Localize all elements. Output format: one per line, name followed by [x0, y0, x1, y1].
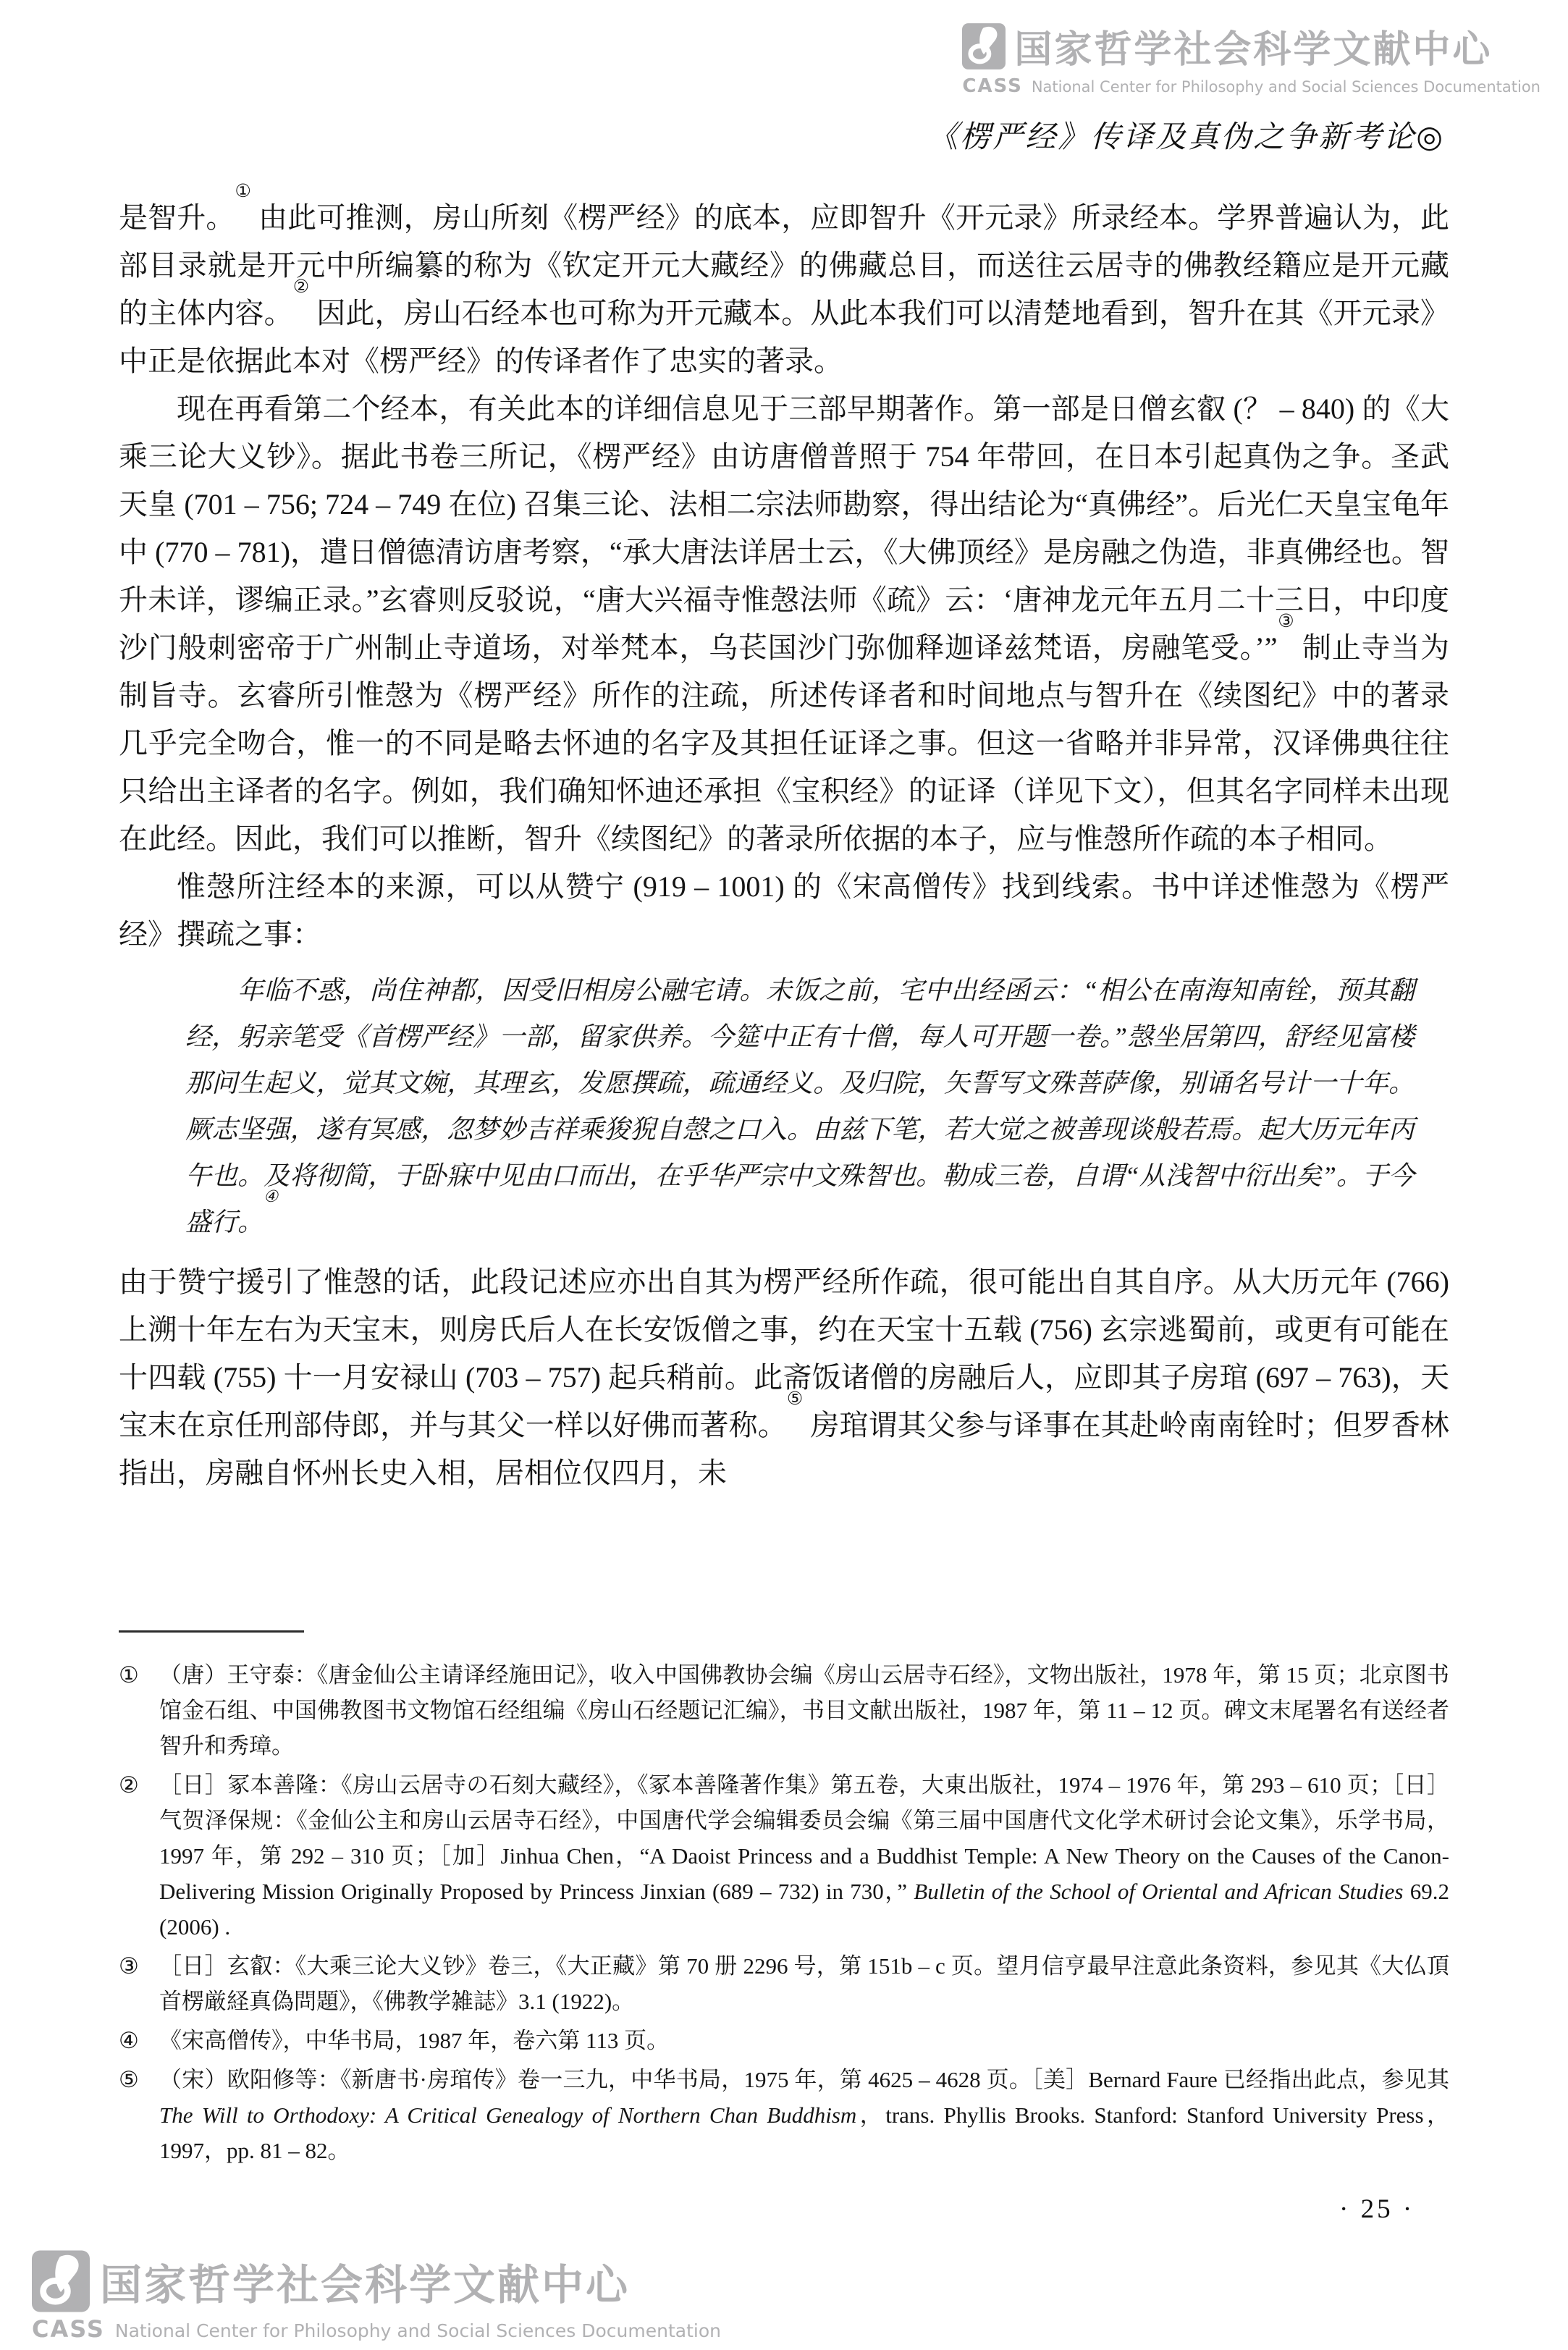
- footnote-ref: ③: [1277, 612, 1295, 632]
- brand-abbr: CASS: [962, 75, 1023, 97]
- brand-name-en: National Center for Philosophy and Social Sciences Documentation: [114, 2320, 721, 2341]
- footnote-text: ［日］冢本善隆：《房山云居寺の石刻大藏经》，《冢本善隆著作集》第五卷，大東出版社，1974 – 1976 年，第 293 – 610 页；［日］气贺泽保规：《金仙公主和房山云居寺石经》，中国唐代学会编辑委员会编《第三届中国唐代文化学术研讨会论文集》，乐学书局，1997 年，第 292 – 310 页；［加］Jinhua Chen，“A Daoist Princess and a Buddhist Temple: A New Theory on the Causes of the Canon-Delivering Mission Originally Proposed by Princess Jinxian (689 – 732) in 730，” Bulletin of the School of Oriental and African Studies 69.2 (2006) .: [159, 1772, 1450, 1940]
- footnote-item: [119, 1657, 1449, 1764]
- footnote-ref: ②: [292, 277, 310, 298]
- footnote-marker: ②: [119, 1772, 139, 1798]
- footnote-text: ［日］玄叡：《大乘三论大义钞》卷三，《大正藏》第 70 册 2296 号，第 151b – c 页。望月信亨最早注意此条资料，参见其《大仏頂首楞厳経真偽問題》，《佛教学雑誌》3.1 (1922)。: [159, 1953, 1449, 2014]
- brand-abbr: CASS: [32, 2315, 105, 2343]
- paragraph: 是智升。① 由此可推测，房山所刻《楞严经》的底本，应即智升《开元录》所录经本。学界普遍认为，此部目录就是开元中所编纂的称为《钦定开元大藏经》的佛藏总目，而送往云居寺的佛教经籍应是开元藏的主体内容。② 因此，房山石经本也可称为开元藏本。从此本我们可以清楚地看到，智升在其《开元录》中正是依据此本对《楞严经》的传译者作了忠实的著录。: [119, 182, 1450, 377]
- cass-logo-icon: [32, 2250, 90, 2312]
- brand-name-en: National Center for Philosophy and Social Sciences Documentation: [1031, 78, 1540, 96]
- footnote-ref: ④: [264, 1187, 279, 1206]
- page-number: · 25 ·: [1339, 2194, 1415, 2224]
- cass-logo-icon: [962, 23, 1006, 70]
- brand-logo-top: [962, 19, 1540, 97]
- footnote-item: [119, 1767, 1449, 1945]
- footnotes-section: [119, 1630, 1449, 2172]
- brand-name-cn: 国家哲学社会科学文献中心: [1014, 28, 1493, 72]
- footnote-text: （宋）欧阳修等：《新唐书·房琯传》卷一三九，中华书局，1975 年，第 4625 – 4628 页。［美］Bernard Faure 已经指出此点，参见其 The Will to Orthodoxy: A Critical Genealogy of Northern Chan Buddhism，trans. Phyllis Brooks. Stanford: Stanford University Press，1997，pp. 81 – 82。: [159, 2067, 1450, 2163]
- footnote-ref: ⑤: [786, 1389, 804, 1410]
- footnote-item: [119, 2062, 1449, 2168]
- paragraph: 由于赞宁援引了惟愨的话，此段记述应亦出自其为楞严经所作疏，很可能出自其自序。从大历元年 (766) 上溯十年左右为天宝末，则房氏后人在长安饭僧之事，约在天宝十五载 (756) 玄宗逃蜀前，或更有可能在十四载 (755) 十一月安禄山 (703 – 757) 起兵稍前。此斋饭诸僧的房融后人，应即其子房琯 (697 – 763)，天宝末在京任刑部侍郎，并与其父一样以好佛而著称。⑤ 房琯谓其父参与译事在其赴岭南南铨时；但罗香林指出，房融自怀州长史入相，居相位仅四月，未: [119, 1265, 1450, 1489]
- footnote-marker: ⑤: [119, 2067, 139, 2092]
- footnote-item: [119, 2023, 1449, 2058]
- article-body: [119, 182, 1450, 1497]
- paragraph: 现在再看第二个经本，有关此本的详细信息见于三部早期著作。第一部是日僧玄叡 (？ – 840) 的《大乘三论大义钞》。据此书卷三所记，《楞严经》由访唐僧普照于 754 年带回，在日本引起真伪之争。圣武天皇 (701 – 756; 724 – 749 在位) 召集三论、法相二宗法师勘察，得出结论为“真佛经”。后光仁天皇宝龟年中 (770 – 781)，遣日僧德清访唐考察，“承大唐法详居士云，《大佛顶经》是房融之伪造，非真佛经也。智升未详，谬编正录。”玄睿则反驳说，“唐大兴福寺惟愨法师《疏》云：‘唐神龙元年五月二十三日，中印度沙门般刺密帝于广州制止寺道场，对举梵本，乌苌国沙门弥伽释迦译兹梵语，房融笔受。’”③ 制止寺当为制旨寺。玄睿所引惟愨为《楞严经》所作的注疏，所述传译者和时间地点与智升在《续图纪》中的著录几乎完全吻合，惟一的不同是略去怀迪的名字及其担任证译之事。但这一省略并非异常，汉译佛典往往只给出主译者的名字。例如，我们确知怀迪还承担《宝积经》的证译（详见下文），但其名字同样未出现在此经。因此，我们可以推断，智升《续图纪》的著录所依据的本子，应与惟愨所作疏的本子相同。: [119, 392, 1450, 855]
- paragraph: 惟愨所注经本的来源，可以从赞宁 (919 – 1001) 的《宋高僧传》找到线索。书中详述惟愨为《楞严经》撰疏之事：: [119, 870, 1449, 951]
- footnote-ref: ①: [235, 182, 251, 202]
- footnote-marker: ①: [119, 1662, 139, 1688]
- footnote-text: 《宋高僧传》，中华书局，1987 年，卷六第 113 页。: [159, 2028, 670, 2053]
- brand-name-cn: 国家哲学社会科学文献中心: [100, 2260, 631, 2309]
- footnote-item: [119, 1948, 1449, 2019]
- brand-logo-bottom: [32, 2250, 721, 2343]
- footnote-text: （唐）王守泰：《唐金仙公主请译经施田记》，收入中国佛教协会编《房山云居寺石经》，文物出版社，1978 年，第 15 页；北京图书馆金石组、中国佛教图书文物馆石经组编《房山石经题记汇编》，书目文献出版社，1987 年，第 11 – 12 页。碑文末尾署名有送经者智升和秀璋。: [159, 1662, 1449, 1759]
- footnote-marker: ④: [119, 2028, 139, 2053]
- footnotes-divider: [119, 1630, 304, 1633]
- quote-block: 年临不惑，尚住神都，因受旧相房公融宅请。未饭之前，宅中出经函云：“相公在南海知南铨，预其翻经，躬亲笔受《首楞严经》一部，留家供养。今筵中正有十僧，每人可开题一卷。”愨坐居第四，舒经见富楼那问生起义，觉其文婉，其理玄，发愿撰疏，疏通经义。及归院，矢誓写文殊菩萨像，别诵名号计一十年。厥志坚强，遂有冥感，忽梦妙吉祥乘狻猊自愨之口入。由兹下笔，若大觉之被善现谈般若焉。起大历元年丙午也。及将彻简，于卧寐中见由口而出，在乎华严宗中文殊智也。勒成三卷，自谓“从浅智中衍出矣”。于今盛行。④: [185, 976, 1415, 1237]
- running-title: 《楞严经》传译及真伪之争新考论◎: [927, 121, 1445, 154]
- footnote-marker: ③: [119, 1953, 139, 1979]
